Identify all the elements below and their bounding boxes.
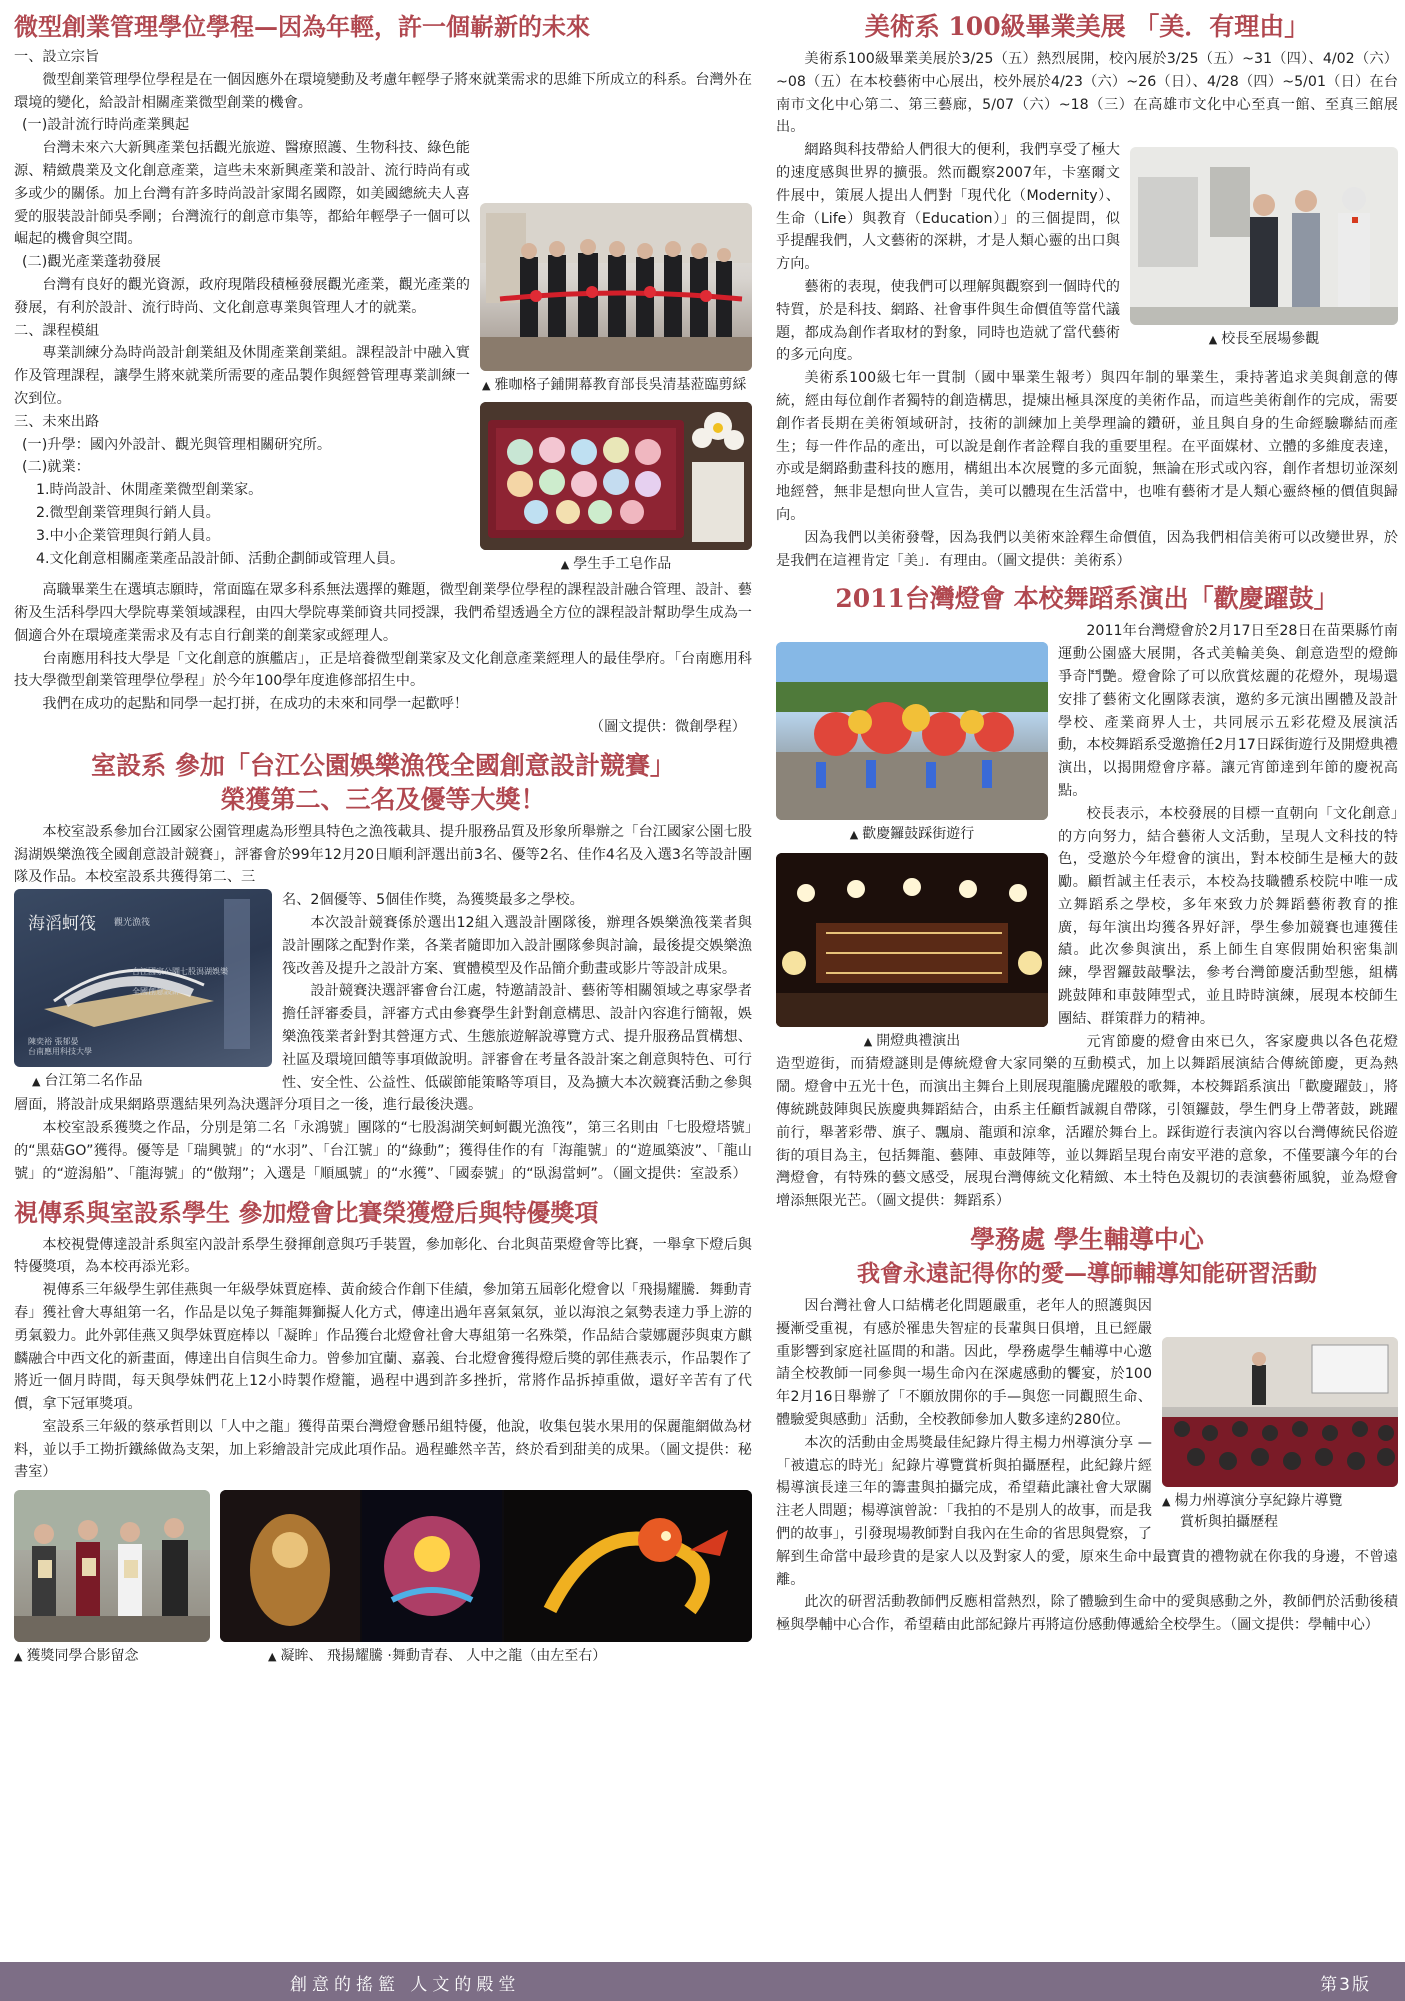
- paragraph: 設計競賽決選評審會台江處，特邀請設計、藝術等相關領域之專家學者擔任評審委員，評審方式由參賽學生針對創意構思、設計內容進行簡報，娛樂漁筏業者針對其營運方式、生態旅遊解說導覽方式、提升服務品質構想、社區及環境回饋等事項做說明。評審會在考量各設計案之創意與特色、可行性、安全性、公益性、低碳節能策略等項目，及為擴大本次競賽活動之參與層面，將設計成果網路票選結果列為決選評分項目之一後，進行最後決選。: [14, 983, 752, 1114]
- photo-caption: ▲ 雅咖格子鋪開幕教育部長吳清基蒞臨剪綵: [482, 377, 747, 394]
- photo-caption: ▲ 歡慶鑼鼓踩街遊行: [849, 826, 975, 843]
- paragraph: 本校室設系獲獎之作品，分別是第二名「永鴻號」團隊的“七股潟湖笑蚵蚵觀光漁筏”，第三名則由「七股燈塔號」的“黑菇GO”獲得。優等是「瑞興號」的“水羽”、「台江號」的“綠動”；獲得佳作的有「海龍號」的“遊風築波”、「龍山號」的“遊潟船”、「龍海號」的“傲翔”；入選是「順風號」的“水獲”、「國泰號」的“臥潟當蚵”。（圖文提供：室設系）: [14, 1120, 752, 1182]
- model-credit: 陳奕裕 張郁晏 台南應用科技大學: [28, 1037, 92, 1057]
- paragraph: 本校室設系參加台江國家公園管理處為形塑具特色之漁筏載具、提升服務品質及形象所舉辦之「台江國家公園七股潟湖娛樂漁筏全國創意設計競賽」，評審會於99年12月20日順利評選出前3名、優等2名、佳作4名及入選3名等設計團隊及作品。本校室設系共獲得第二、三: [14, 823, 752, 886]
- paragraph: 名、2個優等、5個佳作獎，為獲獎最多之學校。: [282, 892, 584, 909]
- photo-block-left: [776, 642, 1048, 1052]
- paragraph: 台南應用科技大學是「文化創意的旗艦店」，正是培養微型創業家及文化創意產業經理人的最佳學府。「台南應用科技大學微型創業管理學位學程」於今年100學年度進修部招生中。: [14, 650, 752, 690]
- triangle-icon: ▲: [32, 1075, 41, 1089]
- future-job: (二)就業：: [22, 459, 90, 476]
- right-column: [776, 10, 1398, 1637]
- paragraph: 台灣未來六大新興產業包括觀光旅遊、醫療照護、生物科技、綠色能源、精緻農業及文化創意產業，這些未來新興產業和設計、流行時尚有或多或少的關係。加上台灣有許多時尚設計家聞名國際，如美國總統夫人喜愛的服裝設計師吳季剛；台灣流行的創意市集等，都給年輕學子一個可以崛起的機會與空間。: [14, 140, 470, 248]
- photo-block-left: [14, 889, 272, 1092]
- opening-ceremony-photo: [776, 853, 1048, 1027]
- lanterns-photo-block: [220, 1490, 752, 1667]
- photo-block-right: [1162, 1337, 1398, 1532]
- parade-illustration: [776, 642, 1048, 820]
- paragraph: 我們在成功的起點和同學一起打拼，在成功的未來和同學一起歡呼！: [42, 696, 469, 713]
- paragraph: 此次的研習活動教師們反應相當熱烈，除了體驗到生命中的愛與感動之外，教師們於活動後積極與學輔中心合作，希望藉由此部紀錄片再將這份感動傳遞給全校學生。（圖文提供：學輔中心）: [776, 1594, 1398, 1634]
- triangle-icon: ▲: [482, 379, 491, 393]
- paragraph: 台灣有良好的觀光資源，政府現階段積極發展觀光產業，觀光產業的發展，有利於設計、流行時尚、文化創意專業與管理人才的就業。: [14, 276, 470, 316]
- page-number: 第3版: [1320, 1975, 1371, 1995]
- article-title: 微型創業管理學位學程—因為年輕，許一個嶄新的未來: [14, 12, 590, 41]
- photo-caption: ▲ 開燈典禮演出: [863, 1033, 961, 1050]
- students-photo-block: [14, 1490, 210, 1667]
- left-column: [14, 10, 752, 1667]
- lanterns-illustration: [220, 1490, 752, 1642]
- paragraph: 因台灣社會人口結構老化問題嚴重，老年人的照護與因擾漸受重視，有感於罹患失智症的長輩與日俱增，且已經嚴重影響到家庭社區間的和諧。因此，學務處學生輔導中心邀請全校教師一同參與一場生命內在深處感動的饗宴，於100年2月16日舉辦了「不願放開你的手—與您一同觀照生命、體驗愛與感動」活動，全校教師參加人數多達約280位。: [776, 1298, 1152, 1429]
- article-title: 室設系 參加「台江公園娛樂漁筏全國創意設計競賽」: [91, 750, 675, 780]
- paragraph: 高職畢業生在選填志願時，常面臨在眾多科系無法選擇的難題，微型創業學位學程的課程設計融合管理、設計、藝術及生活科學四大學院專業領域課程，由四大學院專業師資共同授課，我們希望透過全方位的課程設計幫助學生成為一個適合外在環境產業需求及有志自行創業的創業家或經理人。: [14, 582, 752, 644]
- credit-line: （圖文提供：微創學程）: [589, 718, 746, 735]
- triangle-icon: ▲: [849, 828, 859, 842]
- section-heading: 一、設立宗旨: [14, 49, 100, 65]
- parade-photo: [776, 642, 1048, 820]
- article-title: 美術系 100級畢業美展 「美．有理由」: [864, 12, 1310, 41]
- raft-model-photo: [14, 889, 272, 1067]
- footer-bar: [0, 1962, 1405, 2001]
- ceremony-illustration: [776, 853, 1048, 1027]
- article-title-line2: 榮獲第二、三名及優等大獎！: [220, 784, 546, 814]
- paragraph: 網路與科技帶給人們很大的便利，我們享受了極大的速度感與世界的擴張。然而觀察2007年，卡塞爾文件展中，策展人提出人們對「現代化（Modernity）、生命（Life）與教育（Education）」的三個提問，似乎提醒我們，人文藝術的深耕，才是人類心靈的出口與方向。: [776, 142, 1120, 273]
- photo-caption: ▲ 獲獎同學合影留念: [14, 1648, 139, 1665]
- paragraph: 本次設計競賽係於選出12組入選設計團隊後，辦理各娛樂漁筏業者與設計團隊之配對作業，各業者隨即加入設計團隊參與討論，最後提交娛樂漁筏改善及提升之設計方案、實體模型及作品簡介動畫或影片等設計成果。: [282, 914, 752, 977]
- article-micro-entrepreneurship: [14, 10, 752, 739]
- triangle-icon: ▲: [268, 1650, 277, 1664]
- model-subtitle: 觀光漁筏: [114, 918, 151, 929]
- triangle-icon: ▲: [1162, 1495, 1171, 1509]
- photo-block-right: [480, 137, 752, 575]
- triangle-icon: ▲: [14, 1650, 23, 1664]
- article-fine-arts-exhibition: [776, 10, 1398, 572]
- paragraph: 室設系三年級的蔡承哲則以「人中之龍」獲得苗栗台灣燈會懸吊組特優，他說，收集包裝水果用的保麗龍網做為材料，並以手工拗折鐵絲做為支架，加上彩繪設計完成此項作品。過程雖然辛苦，終於看到甜美的成果。（圖文提供：秘書室）: [14, 1418, 752, 1481]
- paragraph: 因為我們以美術發聲，因為我們以美術來詮釋生命價值，因為我們相信美術可以改變世界，於是我們在這裡肯定「美」．有理由。（圖文提供：美術系）: [776, 529, 1398, 569]
- job-item: 2.微型創業管理與行銷人員。: [36, 504, 220, 521]
- article-title: 學務處 學生輔導中心: [970, 1225, 1204, 1255]
- photo-caption: ▲ 楊力州導演分享紀錄片導覽: [1162, 1493, 1343, 1510]
- paragraph: 視傳系三年級學生郭佳燕與一年級學妹賈庭棒、黃俞綾合作創下佳績，參加第五屆彰化燈會以「飛揚耀騰．舞動青春」獲社會大專組第一名，作品是以兔子舞龍舞獅擬人化方式，傳達出過年喜氣氣氛，並以海浪之氣勢表達力爭上游的勇氣毅力。此外郭佳燕又與學妹賈庭棒以「凝眸」作品獲台北燈會社會大專組第一名殊榮，作品結合蒙娜麗莎與東方麒麟融合中西文化的新畫面，傳達出自信與生命力。曾參加宜蘭、嘉義、台北燈會獲得燈后獎的郭佳燕表示，作品製作了將近一個月時間，每天與學妹們花上12小時製作燈籠，過程中遇到許多挫折，常將作品拆掉重做，還好辛苦有了代價，拿下冠軍獎項。: [14, 1282, 752, 1413]
- job-item: 1.時尚設計、休閒產業微型創業家。: [36, 482, 263, 499]
- model-note: 台江國家公園七股潟湖娛樂漁筏 全國創意設計: [132, 967, 228, 997]
- paragraph: 2011年台灣燈會於2月17日至28日在苗栗縣竹南運動公園盛大展開，各式美輪美奐、創意造型的燈飾爭奇鬥艷。燈會除了可以欣賞炫麗的花燈外，現場還安排了藝術文化團隊表演，邀約多元演出團體及設計學校、產業商界人士，共同展示五彩花燈及展演活動，本校舞蹈系受邀擔任2月17日踩街遊行及開燈典禮演出，以揭開燈會序幕。讓元宵節達到年節的慶祝高點。: [1058, 623, 1398, 799]
- ribbon-cutting-illustration: [480, 203, 752, 371]
- footer-motto: 創意的搖籃 人文的殿堂: [290, 1975, 521, 1995]
- photo-caption: ▲ 學生手工皂作品: [560, 556, 672, 573]
- lecture-illustration: [1162, 1337, 1398, 1487]
- paragraph: 美術系100級七年一貫制（國中畢業生報考）與四年制的畢業生，秉持著追求美與創意的傳統，經由每位創作者獨特的創造構思，提煉出極具深度的美術作品，而這些美術創作的完成，需要創作者長期在美術領域研討，技術的訓練加上美學理論的鑽研，並且與自身的生命經驗聯結而產生；每一件作品的產出，可以說是創作者詮釋自我的重要里程。在平面媒材、立體的多維度表達，亦或是網路動畫科技的應用，構組出本次展覽的多元面貌，無論在形式或內容，創作者想切並深刻地經營，無非是想向世人宣告，美可以體現在生活當中，也唯有藝術才是人類心靈終極的價值與歸向。: [776, 370, 1398, 523]
- photo-caption: ▲ 凝眸、 飛揚耀騰 ·舞動青春、 人中之龍（由左至右）: [268, 1648, 607, 1665]
- section-heading: 二、課程模組: [14, 322, 100, 339]
- paragraph: 專業訓練分為時尚設計創業組及休閒產業創業組。課程設計中融入實作及管理課程，讓學生將來就業所需要的產品製作與經營管理專業訓練一次到位。: [14, 345, 470, 407]
- exhibition-illustration: [1130, 147, 1398, 325]
- handmade-soap-photo: [480, 402, 752, 550]
- article-title: 視傳系與室設系學生 參加燈會比賽榮獲燈后與特優獎項: [14, 1197, 599, 1227]
- paragraph: 微型創業管理學位學程是在一個因應外在環境變動及考慮年輕學子將來就業需求的思維下所成立的科系。台灣外在環境的變化，給設計相關產業微型創業的機會。: [14, 71, 752, 111]
- students-illustration: [14, 1490, 210, 1642]
- ribbon-cutting-photo: [480, 203, 752, 371]
- job-item: 4.文化創意相關產業產品設計師、活動企劃師或管理人員。: [36, 550, 405, 567]
- triangle-icon: ▲: [1208, 333, 1218, 347]
- lantern-photo-row: [14, 1490, 752, 1667]
- triangle-icon: ▲: [863, 1035, 873, 1049]
- students-photo: [14, 1490, 210, 1642]
- article-lantern-awards: [14, 1196, 752, 1668]
- section-heading: (一)設計流行時尚產業興起: [22, 117, 190, 134]
- triangle-icon: ▲: [560, 558, 570, 572]
- section-heading: (二)觀光產業蓬勃發展: [22, 254, 161, 271]
- paragraph: 元宵節慶的燈會由來已久，客家慶典以各色花燈造型遊街，而猜燈謎則是傳統燈會大家同樂的互動模式，加上以舞蹈展演結合傳統節慶，更為熱鬧。燈會中五光十色，而演出主舞台上則展現龍騰虎躍般的歌舞，本校舞蹈系演出「歡慶躍鼓」，將傳統跳鼓陣與民族慶典舞蹈結合，由系主任顧哲誠親自帶隊，引領鑼鼓，學生們身上帶著鼓，跳躍前行，舉著彩帶、旗子、飄扇、龍頭和涼傘，活躍於舞台上。踩街遊行表演內容以台灣傳統民俗遊街的項目為主，包括舞龍、藝陣、車鼓陣等，並以舞蹈呈現台南安平港的意象，不僅要讓今年的台灣燈會，有特殊的藝文感受，展現台灣傳統文化精緻、本土特色及親切的表演藝術風貌，並為燈會增添無限光芒。（圖文提供：舞蹈系）: [776, 1033, 1398, 1210]
- paragraph: 本次的活動由金馬獎最佳紀錄片得主楊力州導演分享 —「被遺忘的時光」紀錄片導覽賞析與拍攝歷程，此紀錄片經楊導演長達三年的籌畫與拍攝完成，希望藉此讓社會大眾關注老人問題；楊導演曾說：「我拍的不是別人的故事，而是我們的故事」，引發現場教師對自我內在生命的省思與覺察，了解到生命當中最珍貴的是家人以及對家人的愛，原來生命中最寶貴的禮物就在你我的身邊，不曾遠離。: [776, 1434, 1398, 1588]
- paragraph: 美術系100級畢業美展於3/25（五）熱烈展開，校內展於3/25（五）~31（四）、4/02（六）~08（五）在本校藝術中心展出，校外展於4/23（六）~26（日）、4/28（四）~5/01（日）在台南市文化中心第二、第三藝廊，5/07（六）~18（三）在高雄市文化中心至真一館、至真三館展出。: [776, 51, 1398, 136]
- photo-caption: ▲ 校長至展場參觀: [1208, 331, 1320, 348]
- job-item: 3.中小企業管理與行銷人員。: [36, 527, 220, 544]
- article-subtitle: 我會永遠記得你的愛—導師輔導知能研習活動: [857, 1260, 1317, 1288]
- paragraph: 校長表示，本校發展的目標一直朝向「文化創意」的方向努力，結合藝術人文活動，呈現人文科技的特色，受邀於今年燈會的演出，對本校師生是極大的鼓勵。顧哲誠主任表示，本校為技職體系校院中唯一成立舞蹈系之學校，多年來致力於舞蹈藝術教育的推廣，每年演出均獲各界好評，學生參加競賽也連獲佳績。此次參與演出，系上師生自寒假開始积密集訓練，學習鑼鼓敲擊法，參考台灣節慶活動型態，組構跳鼓陣和車鼓陣型式，並且時時演練，展現本校師生團結、群策群力的精神。: [1058, 805, 1398, 1027]
- soap-illustration: [480, 402, 752, 550]
- principal-visit-photo: [1130, 147, 1398, 325]
- article-counseling-center: [776, 1223, 1398, 1637]
- paragraph: 本校視覺傳達設計系與室內設計系學生發揮創意與巧手裝置，參加彰化、台北與苗栗燈會等比賽，一舉拿下燈后與特優獎項，為本校再添光彩。: [14, 1236, 752, 1276]
- section-heading: 三、未來出路: [14, 413, 100, 430]
- future-study: (一)升學：國內外設計、觀光與管理相關研究所。: [22, 436, 332, 453]
- article-interior-design-competition: [14, 749, 752, 1186]
- model-title: 海滔蚵筏: [28, 914, 96, 935]
- photo-caption-line2: 賞析與拍攝歷程: [1180, 1514, 1278, 1531]
- article-title: 2011台灣燈會 本校舞蹈系演出「歡慶躍鼓」: [835, 584, 1339, 614]
- lanterns-photo: [220, 1490, 752, 1642]
- photo-caption: ▲ 台江第二名作品: [32, 1073, 143, 1090]
- photo-block-right: [1130, 147, 1398, 350]
- lecture-photo: [1162, 1337, 1398, 1487]
- paragraph: 藝術的表現，使我們可以理解與觀察到一個時代的特質，於是科技、網路、社會事件與生命價值等當代議題，都成為創作者取材的對象，同時也造就了當代藝術的多元向度。: [776, 278, 1120, 364]
- article-taiwan-lantern-dance: [776, 582, 1398, 1213]
